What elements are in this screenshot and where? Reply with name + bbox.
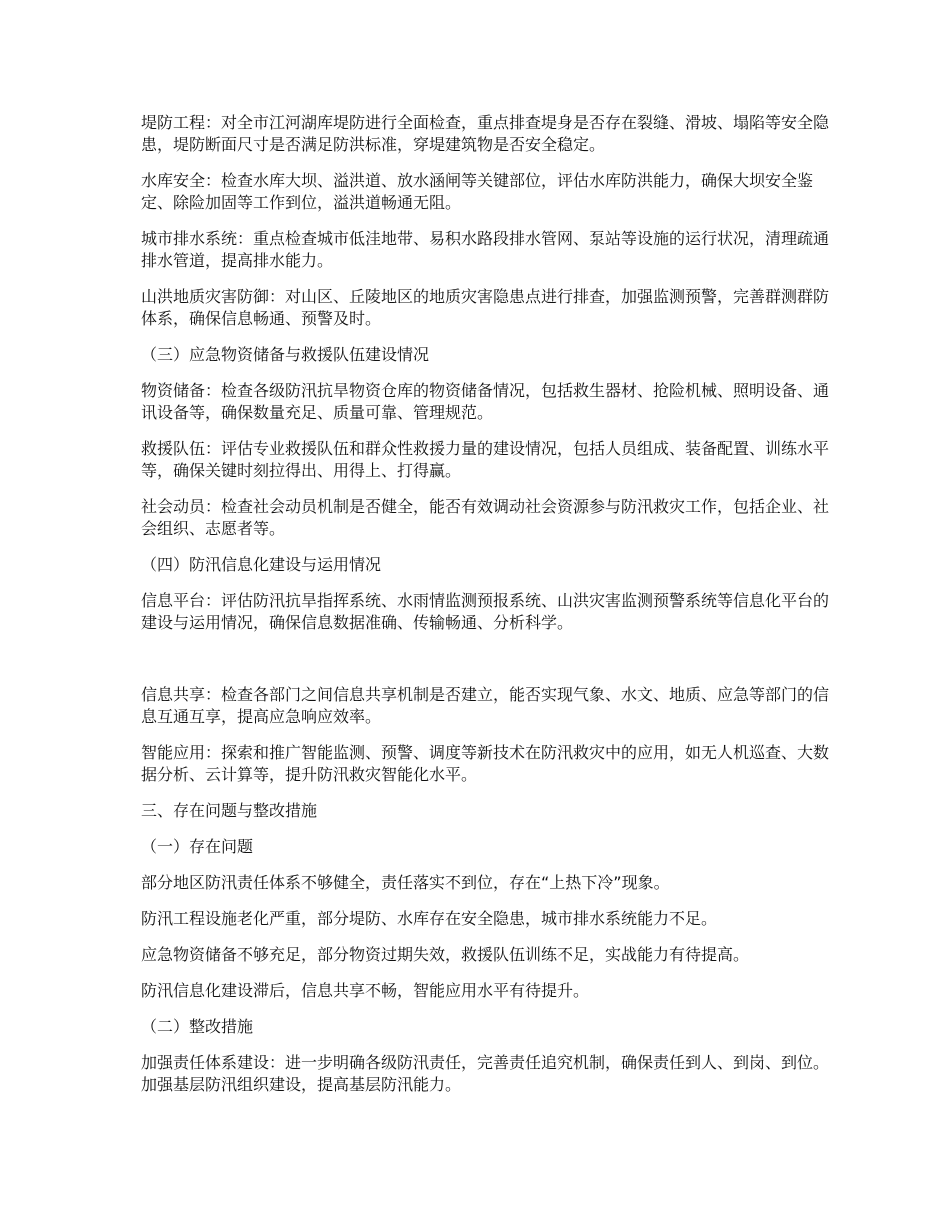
- paragraph-social-mobilization: 社会动员：检查社会动员机制是否健全，能否有效调动社会资源参与防汛救灾工作，包括企业、社会组织、志愿者等。: [141, 497, 830, 538]
- paragraph-gap: [141, 648, 831, 684]
- paragraph-problem-facilities: 防汛工程设施老化严重，部分堤防、水库存在安全隐患，城市排水系统能力不足。: [141, 909, 718, 928]
- heading-rectification-measures: （二）整改措施: [141, 1017, 254, 1036]
- paragraph-embankment: 堤防工程：对全市江河湖库堤防进行全面检查，重点排查堤身是否存在裂缝、滑坡、塌陷等安全隐患，堤防断面尺寸是否满足防洪标准，穿堤建筑物是否安全稳定。: [141, 113, 830, 154]
- paragraph-smart-application: 智能应用：探索和推广智能监测、预警、调度等新技术在防汛救灾中的应用，如无人机巡查、大数据分析、云计算等，提升防汛救灾智能化水平。: [141, 743, 830, 784]
- paragraph-info-sharing: 信息共享：检查各部门之间信息共享机制是否建立，能否实现气象、水文、地质、应急等部门的信息互通互享，提高应急响应效率。: [141, 685, 830, 726]
- paragraph-problem-informatization: 防汛信息化建设滞后，信息共享不畅，智能应用水平有待提升。: [141, 981, 590, 1000]
- paragraph-problem-supplies: 应急物资储备不够充足，部分物资过期失效，救援队伍训练不足，实战能力有待提高。: [141, 945, 750, 964]
- heading-existing-problems: （一）存在问题: [141, 837, 254, 856]
- heading-informatization: （四）防汛信息化建设与运用情况: [141, 555, 382, 574]
- document-body: [141, 112, 831, 1110]
- paragraph-mountain-flood: 山洪地质灾害防御：对山区、丘陵地区的地质灾害隐患点进行排查，加强监测预警，完善群测群防体系，确保信息畅通、预警及时。: [141, 287, 830, 328]
- paragraph-rescue-teams: 救援队伍：评估专业救援队伍和群众性救援力量的建设情况，包括人员组成、装备配置、训练水平等，确保关键时刻拉得出、用得上、打得赢。: [141, 439, 830, 480]
- heading-problems-measures: 三、存在问题与整改措施: [141, 801, 318, 820]
- paragraph-info-platform: 信息平台：评估防汛抗旱指挥系统、水雨情监测预报系统、山洪灾害监测预警系统等信息化平台的建设与运用情况，确保信息数据准确、传输畅通、分析科学。: [141, 591, 830, 632]
- paragraph-problem-responsibility: 部分地区防汛责任体系不够健全，责任落实不到位，存在“上热下冷”现象。: [141, 873, 670, 892]
- paragraph-reservoir: 水库安全：检查水库大坝、溢洪道、放水涵闸等关键部位，评估水库防洪能力，确保大坝安全鉴定、除险加固等工作到位，溢洪道畅通无阻。: [141, 171, 814, 212]
- heading-emergency-supplies: （三）应急物资储备与救援队伍建设情况: [141, 345, 430, 364]
- paragraph-measure-responsibility: 加强责任体系建设：进一步明确各级防汛责任，完善责任追究机制，确保责任到人、到岗、到位。加强基层防汛组织建设，提高基层防汛能力。: [141, 1053, 830, 1094]
- paragraph-supplies: 物资储备：检查各级防汛抗旱物资仓库的物资储备情况，包括救生器材、抢险机械、照明设备、通讯设备等，确保数量充足、质量可靠、管理规范。: [141, 381, 830, 422]
- paragraph-drainage: 城市排水系统：重点检查城市低洼地带、易积水路段排水管网、泵站等设施的运行状况，清理疏通排水管道，提高排水能力。: [141, 229, 830, 270]
